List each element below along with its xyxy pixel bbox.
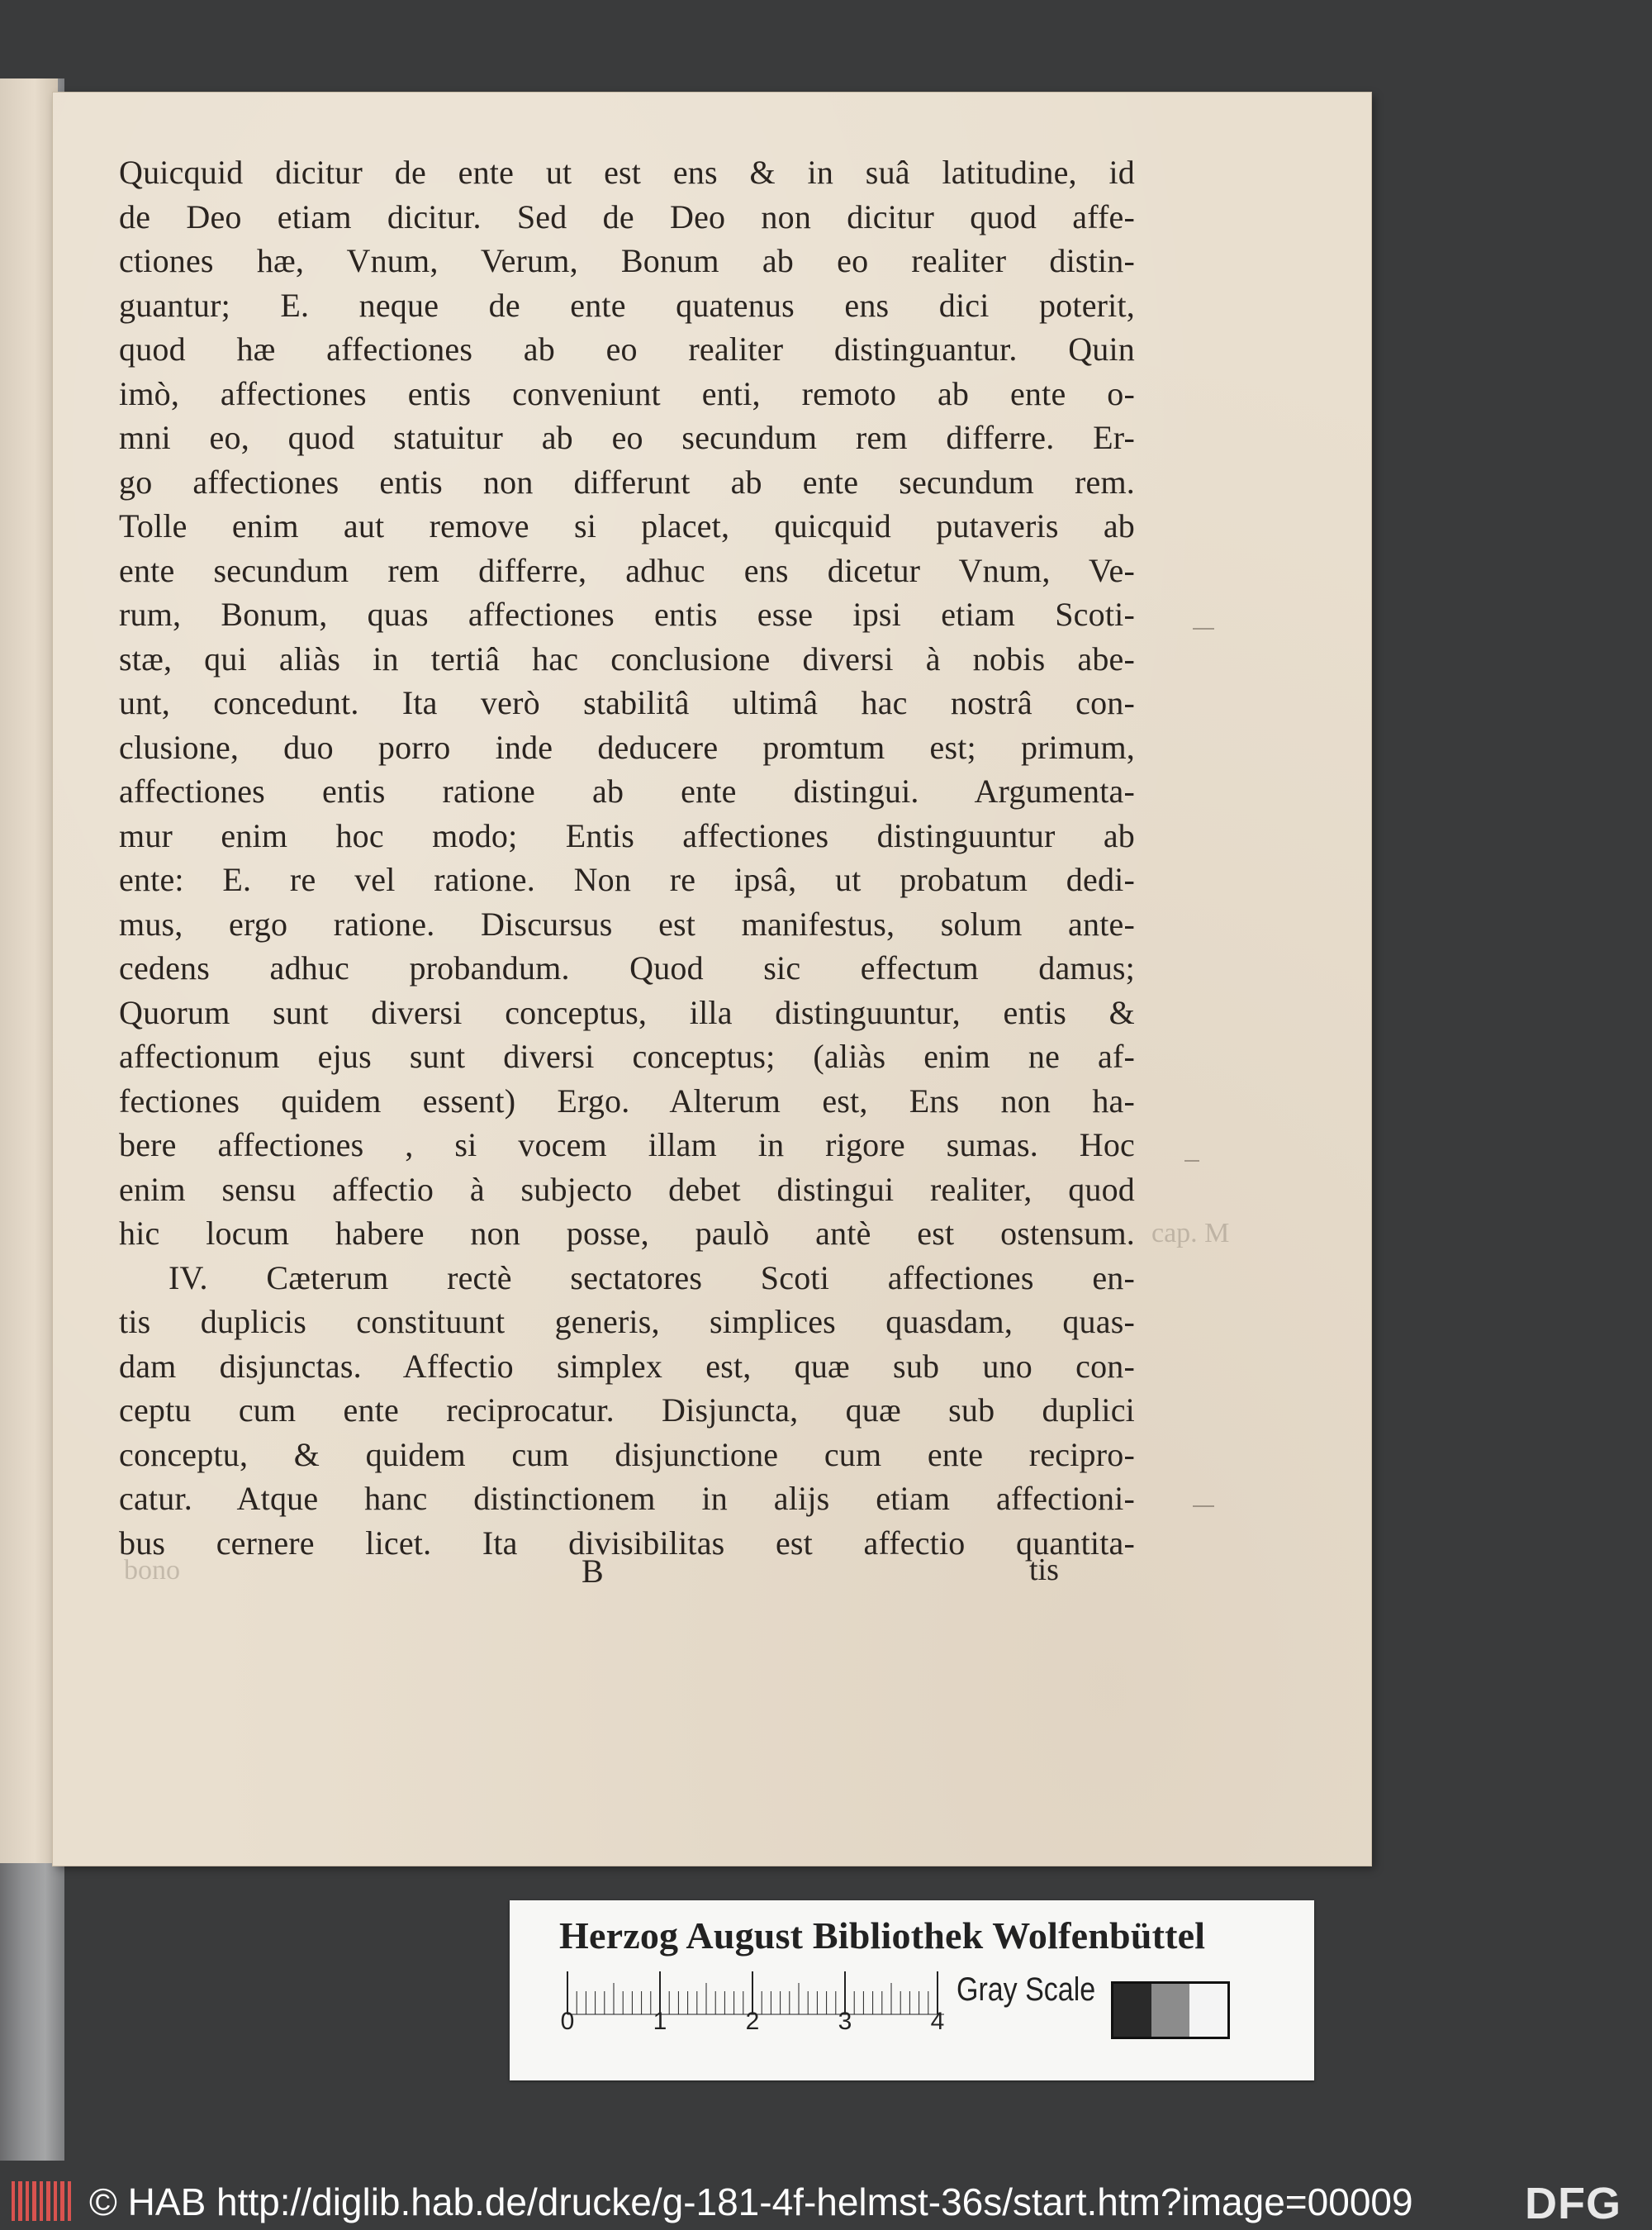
- signature-mark: B: [582, 1552, 604, 1590]
- margin-mark: [1184, 1160, 1199, 1162]
- text-line: mni eo, quod statuitur ab eo secundum rem differre. Er-: [119, 419, 1135, 456]
- text-line: rum, Bonum, quas affectiones entis esse ipsi etiam Scoti-: [119, 596, 1135, 633]
- bleed-through-text-right: cap. M: [1151, 1218, 1230, 1248]
- text-line: guantur; E. neque de ente quatenus ens dici poterit,: [119, 286, 1135, 324]
- book-page: [53, 93, 1371, 1866]
- catchword: tis: [1029, 1552, 1059, 1587]
- library-name: Herzog August Bibliothek Wolfenbüttel: [559, 1914, 1206, 1957]
- text-line: affectiones entis ratione ab ente distingui. Argumenta-: [119, 773, 1135, 810]
- text-line: ente secundum rem differre, adhuc ens dicetur Vnum, Ve-: [119, 551, 1135, 589]
- text-line: tis duplicis constituunt generis, simplices quasdam, quas-: [119, 1303, 1135, 1340]
- color-scale-card: [510, 1900, 1314, 2080]
- text-line: affectionum ejus sunt diversi conceptus; (aliàs enim ne af-: [119, 1038, 1135, 1075]
- text-line: Quorum sunt diversi conceptus, illa distinguuntur, entis &: [119, 993, 1135, 1031]
- text-line: Tolle enim aut remove si placet, quicquid putaveris ab: [119, 507, 1135, 544]
- text-line: go affectiones entis non differunt ab ente secundum rem.: [119, 463, 1135, 501]
- text-line: IV. Cæterum rectè sectatores Scoti affectiones en-: [169, 1258, 1135, 1296]
- gray-scale-swatches: [1111, 1981, 1230, 2039]
- ruler-label: 2: [745, 2008, 760, 2035]
- text-line: mur enim hoc modo; Entis affectiones distinguuntur ab: [119, 816, 1135, 854]
- text-line: dam disjunctas. Affectio simplex est, quæ sub uno con-: [119, 1347, 1135, 1385]
- text-line: stæ, qui aliàs in tertiâ hac conclusione diversi à nobis abe-: [119, 640, 1135, 678]
- text-line: unt, concedunt. Ita verò stabilitâ ultimâ hac nostrâ con-: [119, 684, 1135, 721]
- text-line: ceptu cum ente reciprocatur. Disjuncta, quæ sub duplici: [119, 1391, 1135, 1429]
- text-line: clusione, duo porro inde deducere promtum est; primum,: [119, 728, 1135, 766]
- viewer-footer: [0, 2171, 1652, 2230]
- previous-page-edge: [0, 78, 58, 1863]
- margin-mark: [1193, 628, 1214, 630]
- ruler-label: 4: [930, 2008, 945, 2035]
- gray-swatch: [1151, 1984, 1189, 2037]
- copyright-url[interactable]: © HAB http://diglib.hab.de/drucke/g-181-4f-helmst-36s/start.htm?image=00009: [89, 2180, 1413, 2223]
- text-line: imò, affectiones entis conveniunt enti, remoto ab ente o-: [119, 374, 1135, 412]
- text-line: Quicquid dicitur de ente ut est ens & in suâ latitudine, id: [119, 154, 1135, 191]
- text-line: conceptu, & quidem cum disjunctione cum ente recipro-: [119, 1435, 1135, 1473]
- ruler-label: 3: [838, 2008, 852, 2035]
- ruler-label: 0: [560, 2008, 575, 2035]
- text-line: catur. Atque hanc distinctionem in alijs etiam affectioni-: [119, 1480, 1135, 1517]
- text-line: ctiones hæ, Vnum, Verum, Bonum ab eo realiter distin-: [119, 242, 1135, 279]
- text-line: fectiones quidem essent) Ergo. Alterum est, Ens non ha-: [119, 1082, 1135, 1120]
- text-line: ente: E. re vel ratione. Non re ipsâ, ut probatum dedi-: [119, 861, 1135, 898]
- bleed-through-text-left: bono: [124, 1555, 180, 1586]
- page-text: [119, 150, 1135, 1565]
- gray-swatch: [1113, 1984, 1151, 2037]
- text-line: bus cernere licet. Ita divisibilitas est affectio quantita-: [119, 1524, 1135, 1562]
- text-line: de Deo etiam dicitur. Sed de Deo non dicitur quod affe-: [119, 197, 1135, 235]
- margin-mark: [1193, 1505, 1214, 1507]
- gray-scale-label: Gray Scale: [957, 1971, 1096, 2008]
- hab-barcode-icon: [12, 2181, 71, 2221]
- ruler-label: 1: [653, 2008, 667, 2035]
- dfg-logo: DFG: [1525, 2179, 1621, 2228]
- text-line: hic locum habere non posse, paulò antè est ostensum.: [119, 1215, 1135, 1252]
- text-line: cedens adhuc probandum. Quod sic effectum damus;: [119, 949, 1135, 987]
- cm-ruler: [560, 1971, 952, 2035]
- text-line: enim sensu affectio à subjecto debet distingui realiter, quod: [119, 1170, 1135, 1208]
- text-line: mus, ergo ratione. Discursus est manifestus, solum ante-: [119, 905, 1135, 943]
- text-line: quod hæ affectiones ab eo realiter distinguantur. Quin: [119, 330, 1135, 368]
- text-line: bere affectiones , si vocem illam in rigore sumas. Hoc: [119, 1126, 1135, 1163]
- gray-swatch: [1189, 1984, 1227, 2037]
